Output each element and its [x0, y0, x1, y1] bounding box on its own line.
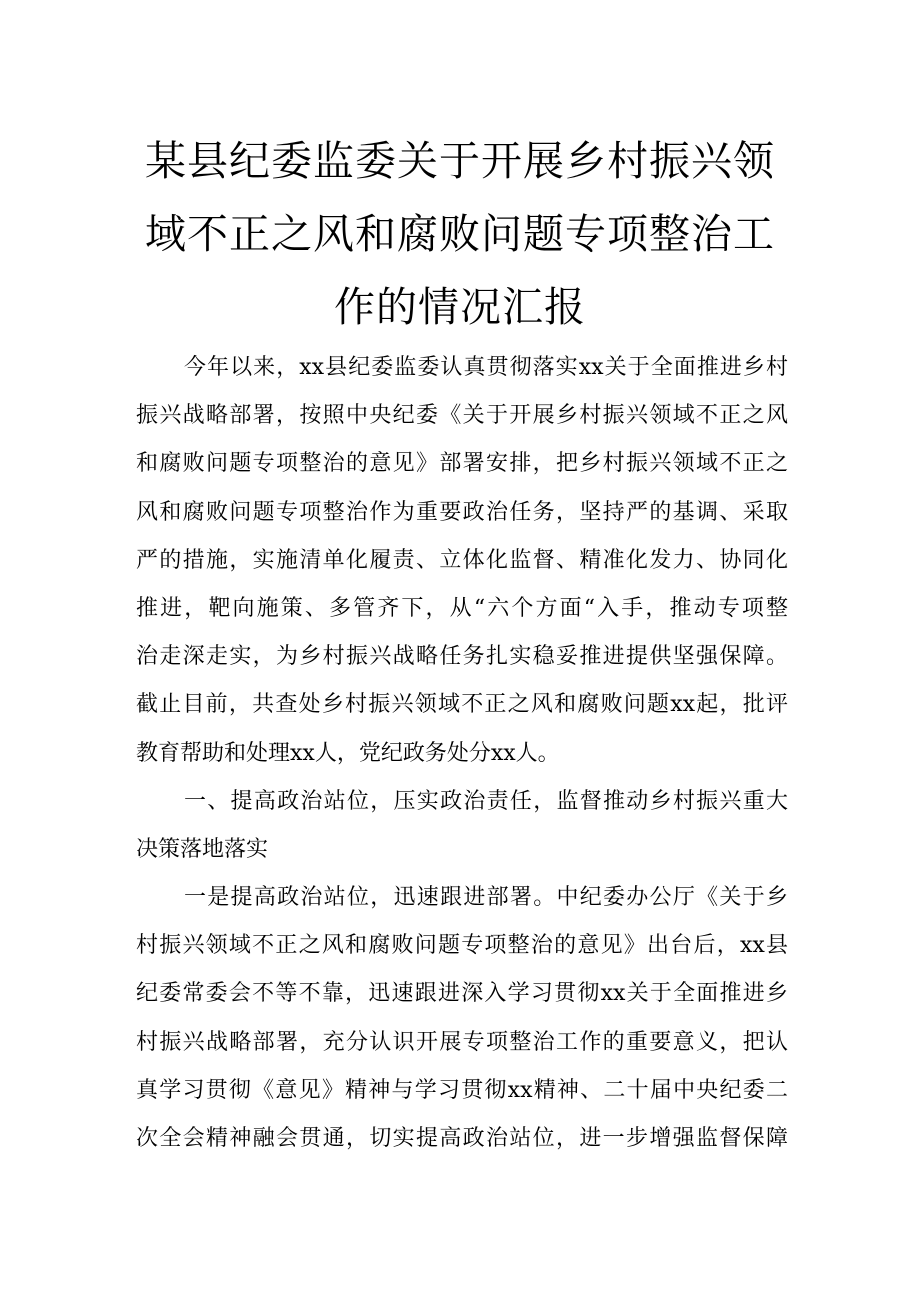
text-line: 村振兴领域不正之风和腐败问题专项整治的意见》出台后，xx县: [136, 933, 788, 959]
text-line: 村振兴战略部署，充分认识开展专项整治工作的重要意义，把认: [136, 1029, 788, 1055]
text-line: 次全会精神融会贯通，切实提高政治站位，进一步增强监督保障: [136, 1126, 788, 1151]
text-line: 严的措施，实施清单化履责、立体化监督、精准化发力、协同化: [136, 547, 788, 573]
document-body: [136, 344, 788, 1163]
section-heading-1: [136, 778, 788, 874]
paragraph-intro: [136, 344, 788, 778]
paragraph-point-1: [136, 874, 788, 1163]
text-line: 决策落地落实: [136, 836, 269, 862]
text-line: 纪委常委会不等不靠，迅速跟进深入学习贯彻xx关于全面推进乡: [136, 981, 788, 1007]
text-line: 振兴战略部署，按照中央纪委《关于开展乡村振兴领域不正之风: [136, 403, 788, 429]
document-title: [130, 125, 790, 344]
text-line: 风和腐败问题专项整治作为重要政治任务，坚持严的基调、采取: [136, 499, 788, 525]
title-line: 某县纪委监委关于开展乡村振兴领: [145, 137, 775, 185]
text-line: 真学习贯彻《意见》精神与学习贯彻xx精神、二十届中央纪委二: [136, 1077, 788, 1103]
text-line: 今年以来，xx县纪委监委认真贯彻落实xx关于全面推进乡村: [184, 355, 788, 380]
text-line: 教育帮助和处理xx人，党纪政务处分xx人。: [136, 740, 560, 766]
text-line: 一、提高政治站位，压实政治责任，监督推动乡村振兴重大: [184, 788, 788, 814]
text-line: 一是提高政治站位，迅速跟进部署。中纪委办公厅《关于乡: [184, 885, 788, 911]
text-line: 治走深走实，为乡村振兴战略任务扎实稳妥推进提供坚强保障。: [136, 644, 788, 670]
title-line: 域不正之风和腐败问题专项整治工: [145, 210, 775, 258]
text-line: 推进，靶向施策、多管齐下，从“六个方面“入手，推动专项整: [136, 595, 788, 621]
text-line: 截止目前，共查处乡村振兴领域不正之风和腐败问题xx起，批评: [136, 692, 788, 718]
text-line: 和腐败问题专项整治的意见》部署安排，把乡村振兴领域不正之: [136, 451, 788, 477]
title-line: 作的情况汇报: [334, 283, 586, 331]
